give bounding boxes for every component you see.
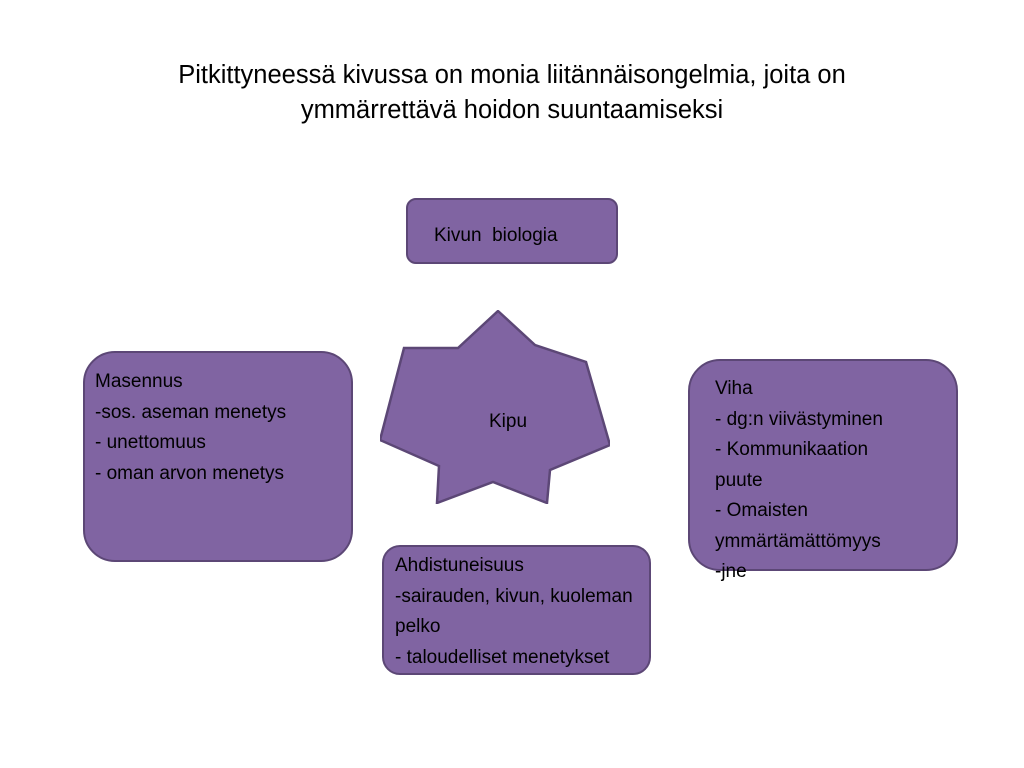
depression-item-3: - oman arvon menetys	[95, 462, 285, 484]
depression-text	[95, 367, 286, 489]
pain-biology-text	[434, 222, 558, 250]
anger-heading: Viha	[715, 378, 753, 399]
anger-item-1: - dg:n viivästyminen	[715, 408, 883, 430]
depression-item-2: - unettomuus	[95, 432, 206, 453]
anxiety-text	[395, 551, 633, 673]
anger-item-2-cont: puute	[715, 469, 763, 491]
anxiety-item-1-cont: pelko	[395, 616, 441, 637]
anger-item-4: -jne	[715, 561, 747, 582]
anger-item-3-cont: ymmärtämättömyys	[715, 530, 881, 552]
pain-star-shape	[380, 310, 610, 504]
anger-item-3: - Omaisten	[715, 500, 808, 521]
slide-title-line-1: Pitkittyneessä kivussa on monia liitännäisongelmia, joita on	[178, 61, 846, 89]
anxiety-item-1: -sairauden, kivun, kuoleman	[395, 585, 633, 607]
pain-biology-label: Kivun biologia	[434, 225, 558, 246]
slide-title	[60, 58, 964, 128]
depression-item-1: -sos. aseman menetys	[95, 401, 287, 423]
pain-center-label: Kipu	[489, 411, 528, 432]
slide-title-line-2: ymmärrettävä hoidon suuntaamiseksi	[300, 96, 724, 124]
anxiety-item-2: - taloudelliset menetykset	[395, 646, 610, 668]
anger-item-2: - Kommunikaation	[715, 439, 869, 460]
depression-heading: Masennus	[95, 371, 183, 392]
anxiety-heading: Ahdistuneisuus	[395, 555, 524, 576]
anger-text	[715, 374, 883, 588]
pain-star-polygon	[380, 311, 610, 503]
